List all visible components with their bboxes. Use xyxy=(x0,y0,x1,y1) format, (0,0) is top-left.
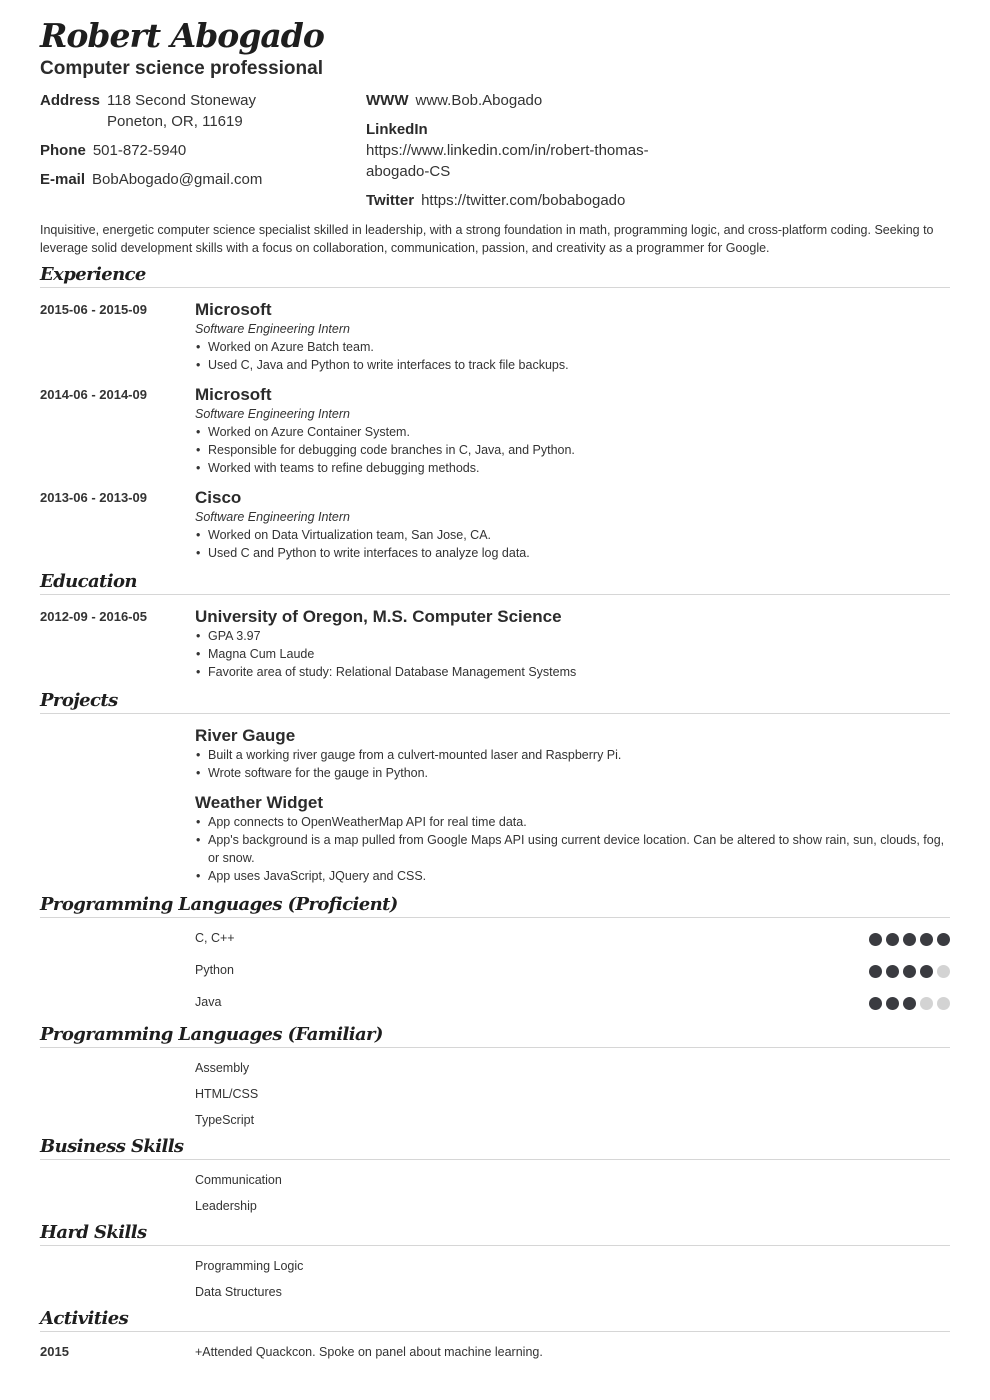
section-business-skills xyxy=(40,1136,950,1160)
bullet-item: • Responsible for debugging code branches in C, Java, and Python. xyxy=(195,441,950,459)
school-name: University of Oregon, M.S. Computer Science xyxy=(195,607,562,626)
entry-dates: 2014-06 - 2014-09 xyxy=(40,387,147,402)
job-role: Software Engineering Intern xyxy=(195,407,350,421)
bullet-item: • GPA 3.97 xyxy=(195,627,950,645)
phone-label: Phone xyxy=(40,142,86,159)
rating-dot-filled xyxy=(903,997,916,1010)
rating-dot-empty xyxy=(937,997,950,1010)
bullet-list xyxy=(195,746,950,782)
bullet-item: • Magna Cum Laude xyxy=(195,645,950,663)
bullet-item: • Worked on Data Virtualization team, San Jose, CA. xyxy=(195,526,950,544)
skill-name: Java xyxy=(195,995,222,1009)
section-projects xyxy=(40,690,950,714)
section-title-activities: Activities xyxy=(40,1308,129,1329)
section-education xyxy=(40,571,950,595)
section-proficient-languages xyxy=(40,894,950,918)
bullet-item: • Wrote software for the gauge in Python. xyxy=(195,764,950,782)
www-row xyxy=(366,90,696,111)
rating-dot-filled xyxy=(937,933,950,946)
entry-body xyxy=(195,488,950,562)
bullet-item: • Used C and Python to write interfaces to analyze log data. xyxy=(195,544,950,562)
twitter-link[interactable]: https://twitter.com/bobabogado xyxy=(421,192,626,209)
entry-dates: 2015-06 - 2015-09 xyxy=(40,302,147,317)
bullet-item: • App uses JavaScript, JQuery and CSS. xyxy=(195,867,950,885)
skill-name: Communication xyxy=(195,1173,282,1187)
candidate-title: Computer science professional xyxy=(40,58,323,79)
email-label: E-mail xyxy=(40,171,86,188)
section-title-business: Business Skills xyxy=(40,1136,184,1157)
candidate-name: Robert Abogado xyxy=(40,16,324,55)
twitter-label: Twitter xyxy=(366,192,415,209)
rating-dot-filled xyxy=(903,965,916,978)
rating-dot-filled xyxy=(920,965,933,978)
bullet-item: • Favorite area of study: Relational Database Management Systems xyxy=(195,663,950,681)
entry-body xyxy=(195,726,950,782)
bullet-item: • App's background is a map pulled from Google Maps API using current device location. Can be altered to show rain, sun, clouds, fog, or snow. xyxy=(195,831,950,867)
address-label: Address xyxy=(40,92,101,109)
entry-dates: 2012-09 - 2016-05 xyxy=(40,609,147,624)
skill-rating xyxy=(869,997,950,1010)
section-title-familiar: Programming Languages (Familiar) xyxy=(40,1024,383,1045)
linkedin-line2: abogado-CS xyxy=(366,163,451,180)
bullet-list xyxy=(195,813,950,885)
rating-dot-filled xyxy=(869,965,882,978)
skill-name: Python xyxy=(195,963,234,977)
contact-right-column xyxy=(366,90,696,219)
section-hard-skills xyxy=(40,1222,950,1246)
bullet-item: • Worked on Azure Batch team. xyxy=(195,338,950,356)
activity-year: 2015 xyxy=(40,1344,69,1359)
address-line2: Poneton, OR, 11619 xyxy=(107,113,243,130)
entry-body xyxy=(195,385,950,477)
skill-name: Assembly xyxy=(195,1061,250,1075)
linkedin-row xyxy=(366,119,696,182)
bullet-item: • Used C, Java and Python to write interfaces to track file backups. xyxy=(195,356,950,374)
linkedin-label: LinkedIn xyxy=(366,121,428,138)
skill-rating xyxy=(869,965,950,978)
phone-value: 501-872-5940 xyxy=(92,142,187,159)
company-name: Microsoft xyxy=(195,300,272,319)
section-experience xyxy=(40,264,950,288)
rating-dot-filled xyxy=(886,965,899,978)
section-title-experience: Experience xyxy=(40,264,146,285)
www-label: WWW xyxy=(366,92,409,109)
section-activities xyxy=(40,1308,950,1332)
www-link[interactable]: www.Bob.Abogado xyxy=(415,92,543,109)
rating-dot-filled xyxy=(886,933,899,946)
project-name: River Gauge xyxy=(195,726,296,745)
skill-name: Programming Logic xyxy=(195,1259,304,1273)
section-title-proficient: Programming Languages (Proficient) xyxy=(40,894,398,915)
activity-text: +Attended Quackcon. Spoke on panel about machine learning. xyxy=(195,1345,543,1359)
bullet-item: • Worked on Azure Container System. xyxy=(195,423,950,441)
contact-left-column xyxy=(40,90,360,198)
job-role: Software Engineering Intern xyxy=(195,510,350,524)
address-row xyxy=(40,90,360,132)
section-title-education: Education xyxy=(40,571,137,592)
skill-name: C, C++ xyxy=(195,931,235,945)
twitter-row xyxy=(366,190,696,211)
bullet-list xyxy=(195,627,950,681)
bullet-item: • Worked with teams to refine debugging methods. xyxy=(195,459,950,477)
section-familiar-languages xyxy=(40,1024,950,1048)
email-value[interactable]: BobAbogado@gmail.com xyxy=(92,171,263,188)
project-name: Weather Widget xyxy=(195,793,323,812)
rating-dot-filled xyxy=(920,933,933,946)
bullet-list xyxy=(195,526,950,562)
rating-dot-empty xyxy=(937,965,950,978)
rating-dot-empty xyxy=(920,997,933,1010)
bullet-list xyxy=(195,338,950,374)
rating-dot-filled xyxy=(886,997,899,1010)
entry-body xyxy=(195,607,950,681)
skill-name: HTML/CSS xyxy=(195,1087,259,1101)
section-title-hard: Hard Skills xyxy=(40,1222,147,1243)
rating-dot-filled xyxy=(869,997,882,1010)
entry-dates: 2013-06 - 2013-09 xyxy=(40,490,147,505)
rating-dot-filled xyxy=(869,933,882,946)
skill-name: TypeScript xyxy=(195,1113,255,1127)
section-title-projects: Projects xyxy=(40,690,118,711)
email-row xyxy=(40,169,360,190)
company-name: Cisco xyxy=(195,488,242,507)
job-role: Software Engineering Intern xyxy=(195,322,350,336)
address-line1: 118 Second Stoneway xyxy=(107,92,257,109)
linkedin-line1: https://www.linkedin.com/in/robert-thomas- xyxy=(366,142,649,159)
skill-rating xyxy=(869,933,950,946)
skill-name: Data Structures xyxy=(195,1285,282,1299)
summary-paragraph: Inquisitive, energetic computer science specialist skilled in leadership, with a strong foundation in math, programming logic, and cross-platform coding. Seeking to leverage solid development skills with a focus on collaboration, communication, passion, and creativity as a programmer for Google. xyxy=(40,223,934,255)
address-value xyxy=(107,90,256,132)
company-name: Microsoft xyxy=(195,385,272,404)
phone-row xyxy=(40,140,360,161)
entry-body xyxy=(195,300,950,374)
bullet-item: • Built a working river gauge from a culvert-mounted laser and Raspberry Pi. xyxy=(195,746,950,764)
linkedin-link[interactable] xyxy=(366,140,696,182)
bullet-item: • App connects to OpenWeatherMap API for real time data. xyxy=(195,813,950,831)
skill-name: Leadership xyxy=(195,1199,257,1213)
rating-dot-filled xyxy=(903,933,916,946)
entry-body xyxy=(195,793,950,885)
bullet-list xyxy=(195,423,950,477)
